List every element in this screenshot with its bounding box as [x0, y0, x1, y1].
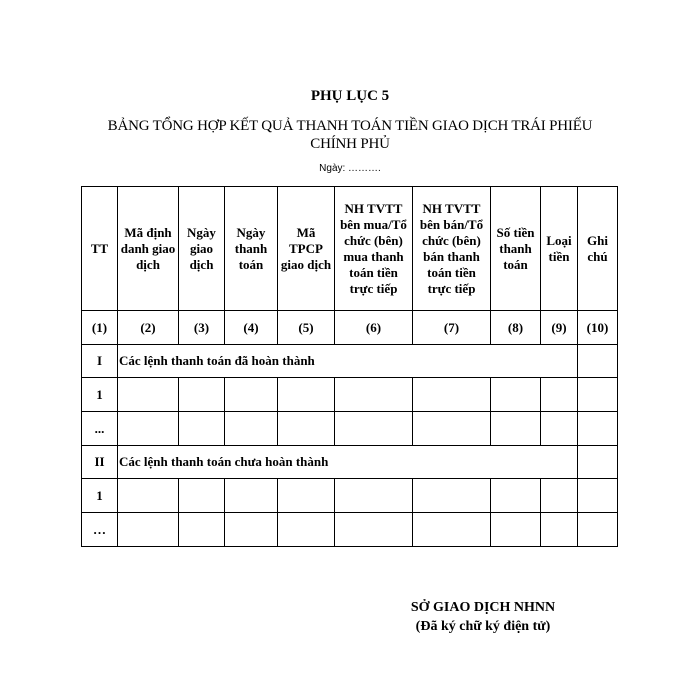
signature-block: [383, 598, 583, 636]
column-number-cell: (10): [578, 311, 618, 345]
empty-cell: [278, 479, 335, 513]
empty-cell: [491, 412, 541, 446]
section-number: I: [82, 345, 118, 378]
document-title: BẢNG TỔNG HỢP KẾT QUẢ THANH TOÁN TIỀN GIAO DỊCH TRÁI PHIẾU CHÍNH PHỦ: [107, 118, 593, 152]
empty-cell: [491, 513, 541, 547]
column-number-cell: (3): [179, 311, 225, 345]
section-title: Các lệnh thanh toán đã hoàn thành: [118, 345, 578, 378]
column-number-cell: (7): [413, 311, 491, 345]
empty-cell: [413, 479, 491, 513]
header-cell: NH TVTT bên mua/Tổ chức (bên) mua thanh toán tiền trực tiếp: [335, 187, 413, 311]
table-row: [82, 479, 618, 513]
column-number-cell: (4): [225, 311, 278, 345]
empty-cell: [118, 378, 179, 412]
header-cell: Ngày giao dịch: [179, 187, 225, 311]
empty-cell: [225, 378, 278, 412]
table-row: [82, 378, 618, 412]
table-row: [82, 412, 618, 446]
empty-cell: [179, 378, 225, 412]
row-number: 1: [82, 378, 118, 412]
empty-cell: [491, 378, 541, 412]
header-cell: TT: [82, 187, 118, 311]
empty-cell: [578, 446, 618, 479]
empty-cell: [578, 479, 618, 513]
section-number: II: [82, 446, 118, 479]
header-cell: Số tiền thanh toán: [491, 187, 541, 311]
row-number: …: [82, 513, 118, 547]
header-cell: Ghi chú: [578, 187, 618, 311]
empty-cell: [541, 513, 578, 547]
empty-cell: [413, 412, 491, 446]
signing-organization: SỞ GIAO DỊCH NHNN: [410, 600, 556, 615]
empty-cell: [225, 412, 278, 446]
column-number-cell: (5): [278, 311, 335, 345]
header-cell: Loại tiền: [541, 187, 578, 311]
column-number-cell: (9): [541, 311, 578, 345]
empty-cell: [541, 479, 578, 513]
appendix-label: PHỤ LỤC 5: [310, 88, 390, 104]
empty-cell: [578, 345, 618, 378]
empty-cell: [578, 378, 618, 412]
section-row-completed: [82, 345, 618, 378]
column-number-cell: (8): [491, 311, 541, 345]
column-number-cell: (2): [118, 311, 179, 345]
header-cell: Mã TPCP giao dịch: [278, 187, 335, 311]
empty-cell: [225, 513, 278, 547]
table-header-row: [82, 187, 618, 311]
settlement-summary-table: [81, 186, 618, 547]
section-title: Các lệnh thanh toán chưa hoàn thành: [118, 446, 578, 479]
signature-note: (Đã ký chữ ký điện tử): [415, 619, 551, 634]
empty-cell: [578, 513, 618, 547]
column-number-cell: (6): [335, 311, 413, 345]
date-line: Ngày: ……….: [319, 163, 381, 174]
empty-cell: [413, 378, 491, 412]
empty-cell: [413, 513, 491, 547]
row-number: 1: [82, 479, 118, 513]
empty-cell: [278, 378, 335, 412]
column-number-row: [82, 311, 618, 345]
empty-cell: [118, 479, 179, 513]
empty-cell: [578, 412, 618, 446]
empty-cell: [335, 513, 413, 547]
section-row-pending: [82, 446, 618, 479]
empty-cell: [118, 412, 179, 446]
header-cell: Mã định danh giao dịch: [118, 187, 179, 311]
empty-cell: [335, 378, 413, 412]
empty-cell: [541, 378, 578, 412]
empty-cell: [179, 412, 225, 446]
empty-cell: [541, 412, 578, 446]
header-cell: NH TVTT bên bán/Tổ chức (bên) bán thanh toán tiền trực tiếp: [413, 187, 491, 311]
empty-cell: [278, 513, 335, 547]
empty-cell: [335, 479, 413, 513]
empty-cell: [491, 479, 541, 513]
empty-cell: [179, 479, 225, 513]
empty-cell: [225, 479, 278, 513]
empty-cell: [278, 412, 335, 446]
header-cell: Ngày thanh toán: [225, 187, 278, 311]
empty-cell: [179, 513, 225, 547]
column-number-cell: (1): [82, 311, 118, 345]
empty-cell: [335, 412, 413, 446]
row-number: ...: [82, 412, 118, 446]
empty-cell: [118, 513, 179, 547]
table-row: [82, 513, 618, 547]
